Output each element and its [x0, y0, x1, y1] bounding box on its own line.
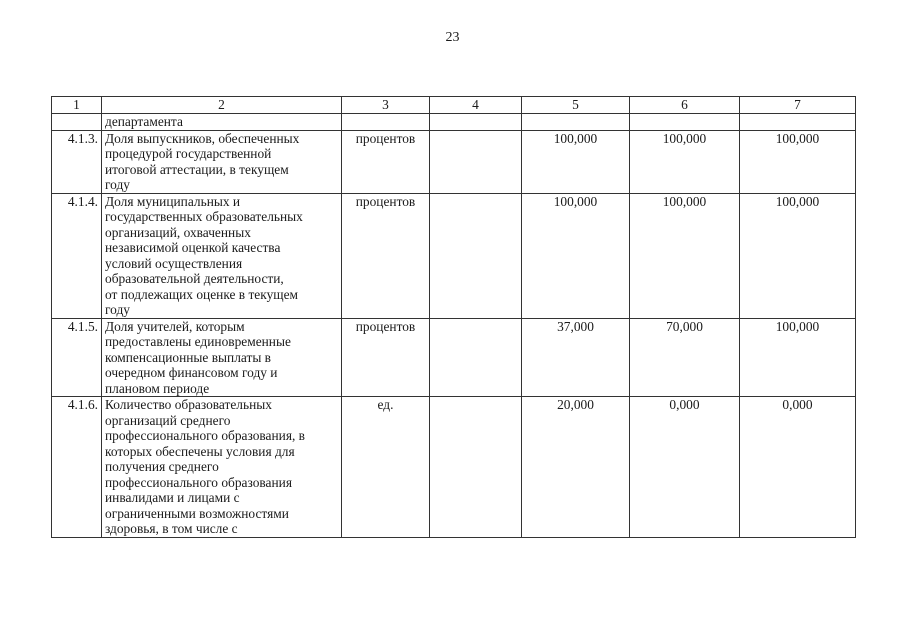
row-number: 4.1.4.: [52, 193, 102, 318]
indicator-name-line: инвалидами и лицами с: [105, 490, 240, 505]
cell-col4: [430, 114, 522, 131]
indicators-table: [51, 96, 856, 538]
indicator-name-line: которых обеспечены условия для: [105, 443, 295, 459]
indicator-name-line: году: [105, 302, 130, 317]
row-number: 4.1.5.: [52, 318, 102, 397]
header-col-7: 7: [740, 97, 856, 114]
value-col5: 20,000: [522, 397, 630, 538]
continuation-row: [52, 114, 856, 131]
value-col5: 100,000: [522, 193, 630, 318]
cell-col7: [740, 114, 856, 131]
header-col-3: 3: [342, 97, 430, 114]
indicator-name-line: от подлежащих оценке в текущем: [105, 286, 298, 302]
indicator-name-line: Доля учителей, которым: [105, 318, 245, 334]
indicator-name-line: процедурой государственной: [105, 146, 272, 161]
unit-of-measure: процентов: [342, 318, 430, 397]
table-row: [52, 397, 856, 538]
indicator-name-line: образовательной деятельности,: [105, 271, 284, 286]
indicator-name-line: итоговой аттестации, в текущем: [105, 161, 289, 177]
header-row: [52, 97, 856, 114]
cell-unit: [342, 114, 430, 131]
indicator-name-line: получения среднего: [105, 459, 219, 474]
value-col6: 100,000: [630, 193, 740, 318]
indicator-name-line: компенсационные выплаты в: [105, 349, 271, 365]
value-col7: 0,000: [740, 397, 856, 538]
indicator-name-line: ограниченными возможностями: [105, 505, 289, 521]
row-number: 4.1.6.: [52, 397, 102, 538]
table-row: [52, 193, 856, 318]
indicator-name-line: организаций, охваченных: [105, 224, 251, 240]
unit-of-measure: процентов: [342, 130, 430, 193]
table-row: [52, 130, 856, 193]
value-col7: 100,000: [740, 130, 856, 193]
value-col6: 100,000: [630, 130, 740, 193]
header-col-2: 2: [102, 97, 342, 114]
indicator-name-line: государственных образовательных: [105, 209, 303, 224]
indicator-name-line: предоставлены единовременные: [105, 334, 291, 349]
page-number: 23: [445, 30, 460, 45]
value-col4: [430, 397, 522, 538]
value-col5: 100,000: [522, 130, 630, 193]
unit-of-measure: процентов: [342, 193, 430, 318]
value-col7: 100,000: [740, 318, 856, 397]
indicator-name-line: году: [105, 177, 130, 192]
header-col-6: 6: [630, 97, 740, 114]
indicator-name: [102, 130, 342, 193]
header-col-4: 4: [430, 97, 522, 114]
indicator-name-line: независимой оценкой качества: [105, 240, 281, 255]
indicator-name-line: Доля выпускников, обеспеченных: [105, 130, 300, 146]
indicator-name-line: Доля муниципальных и: [105, 193, 241, 209]
cell-num: [52, 114, 102, 131]
value-col6: 0,000: [630, 397, 740, 538]
cell-col6: [630, 114, 740, 131]
indicator-name-line: здоровья, в том числе с: [105, 521, 238, 536]
table-row: [52, 318, 856, 397]
indicator-name-line: профессионального образования, в: [105, 428, 305, 443]
indicator-name-line: организаций среднего: [105, 412, 231, 428]
value-col7: 100,000: [740, 193, 856, 318]
cell-name: департамента: [102, 114, 342, 131]
value-col5: 37,000: [522, 318, 630, 397]
indicator-name-line: профессионального образования: [105, 474, 292, 490]
cell-col5: [522, 114, 630, 131]
value-col4: [430, 130, 522, 193]
indicator-name-line: очередном финансовом году и: [105, 365, 278, 380]
value-col4: [430, 318, 522, 397]
value-col6: 70,000: [630, 318, 740, 397]
header-col-1: 1: [52, 97, 102, 114]
indicator-name-line: плановом периоде: [105, 380, 210, 396]
indicator-name: [102, 193, 342, 318]
unit-of-measure: ед.: [342, 397, 430, 538]
row-number: 4.1.3.: [52, 130, 102, 193]
value-col4: [430, 193, 522, 318]
indicator-name: [102, 318, 342, 397]
indicator-name-line: условий осуществления: [105, 255, 243, 271]
indicator-name-line: Количество образовательных: [105, 397, 272, 412]
indicator-name: [102, 397, 342, 538]
header-col-5: 5: [522, 97, 630, 114]
